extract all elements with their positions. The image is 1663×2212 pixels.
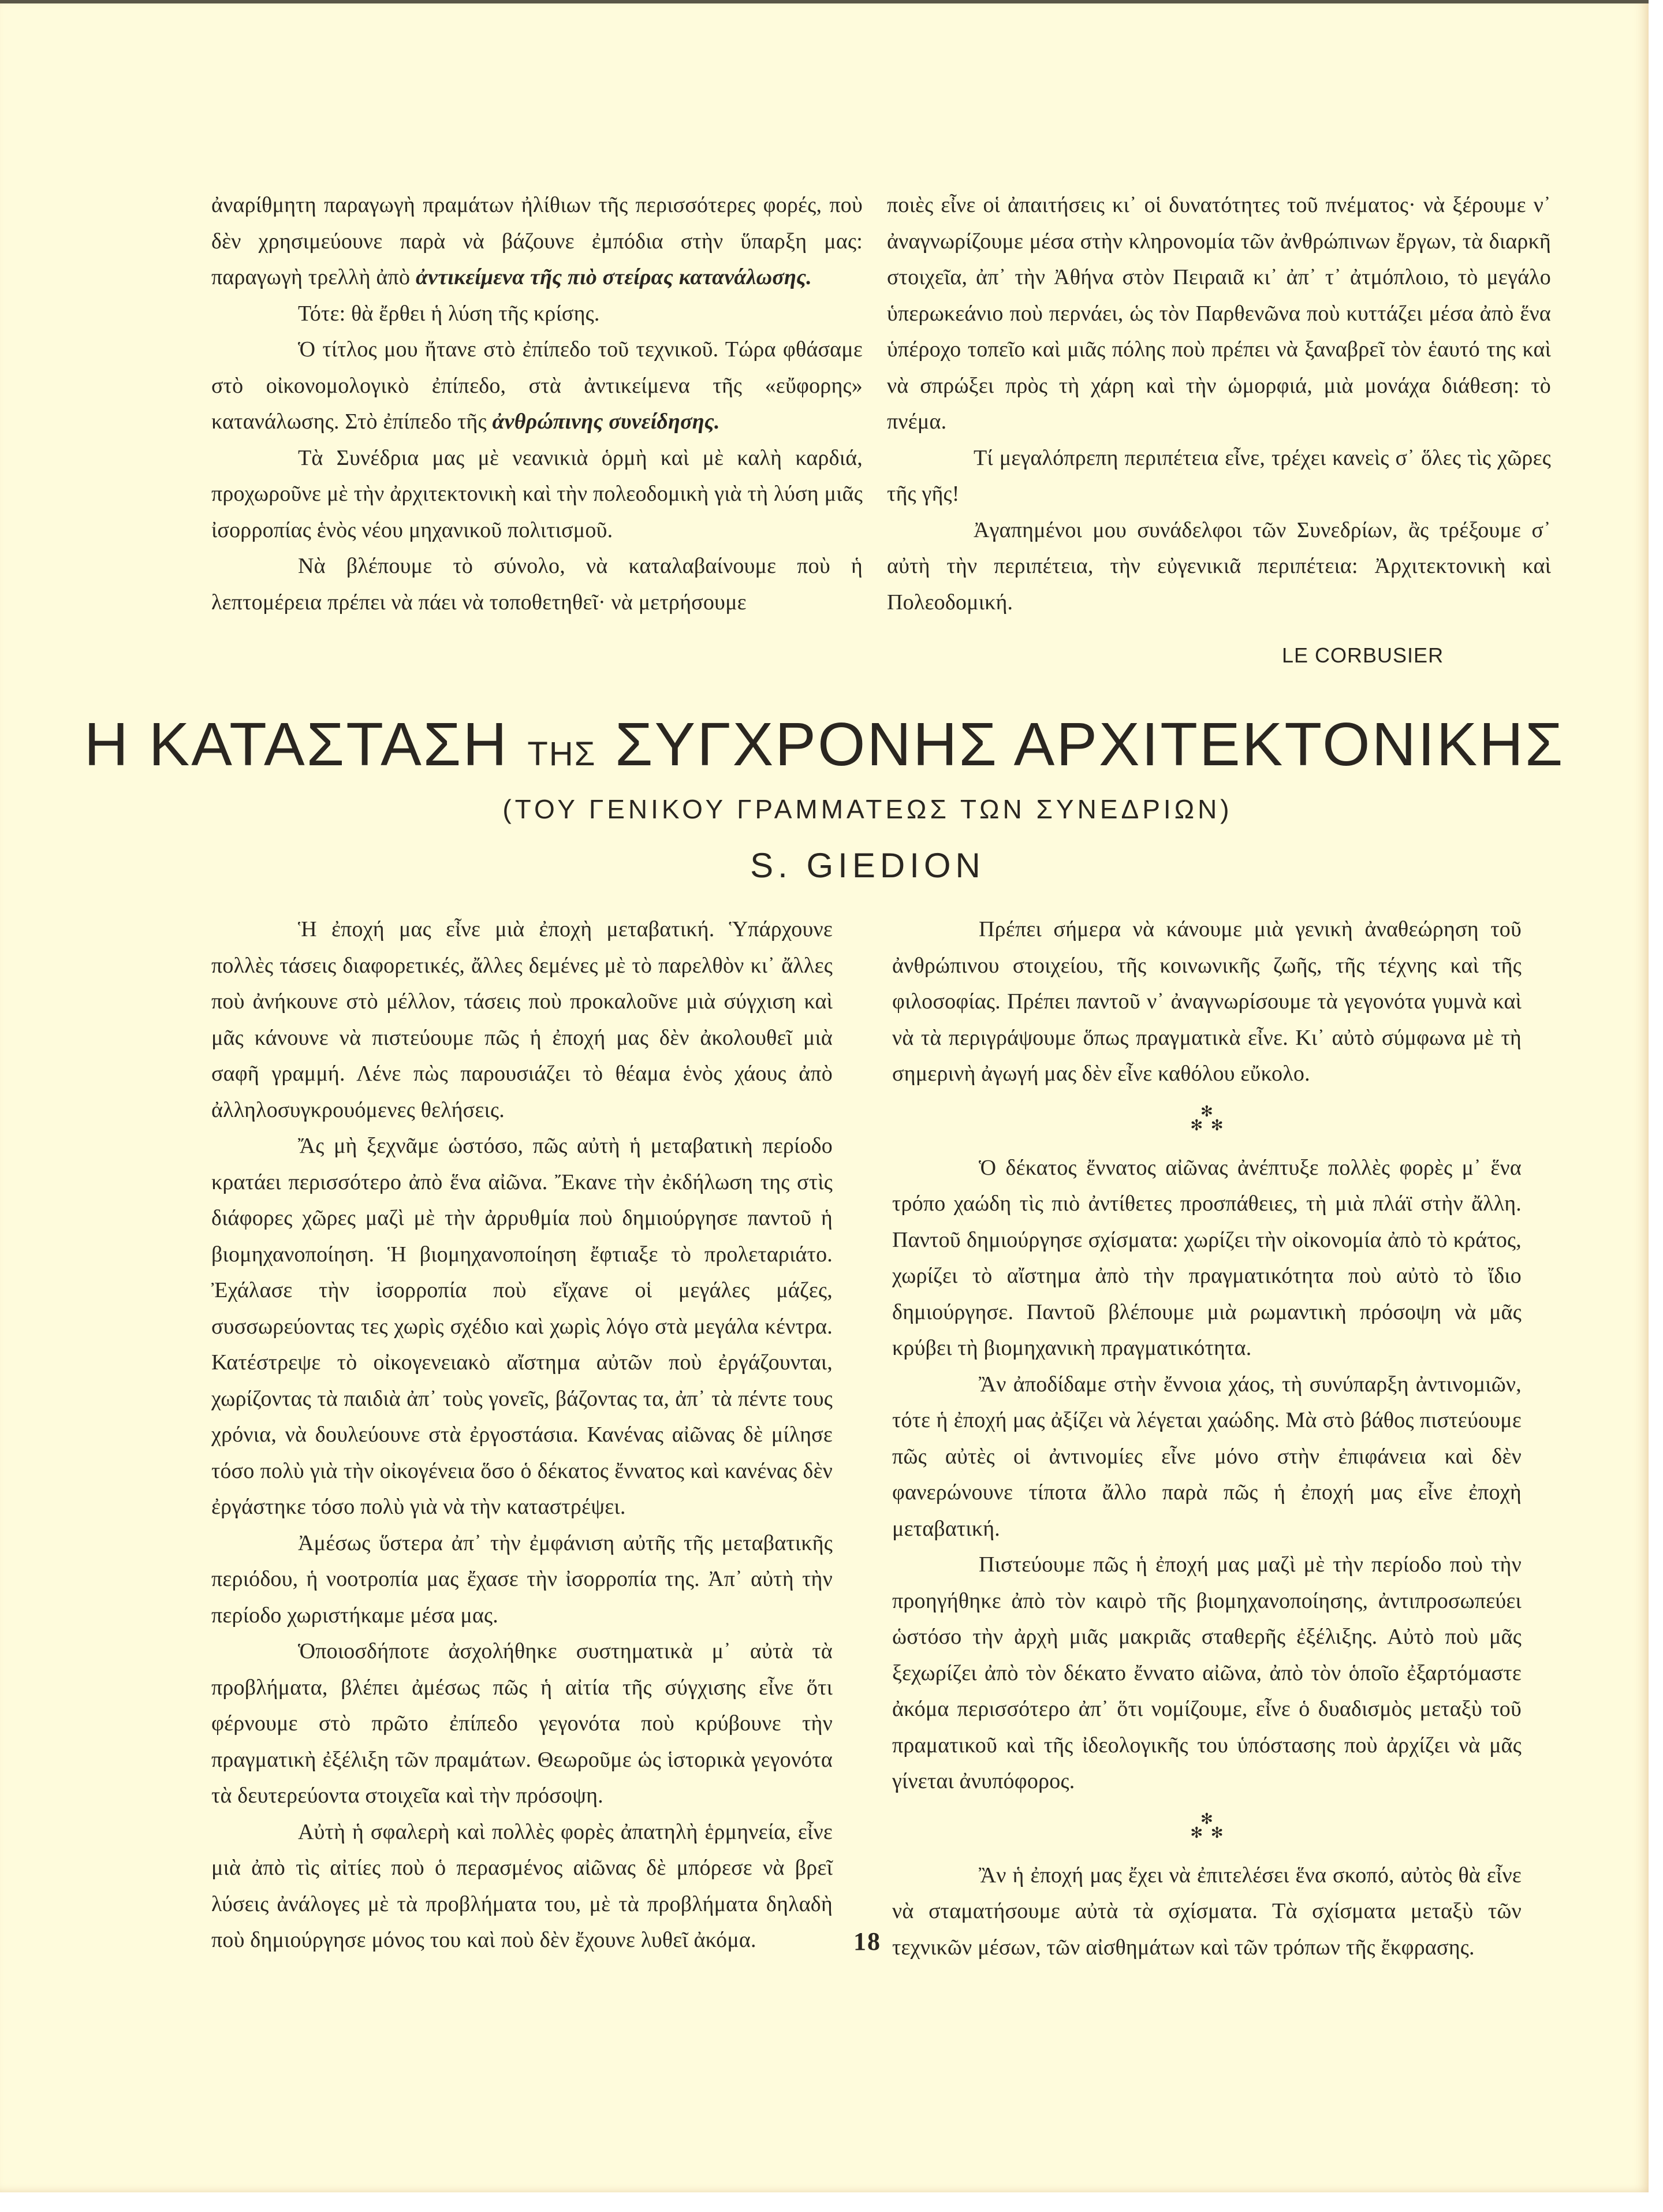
section-separator-asterism xyxy=(892,1092,1522,1150)
paragraph-text: ἀναρίθμητη παραγωγὴ πραμάτων ἠλίθιων τῆς περισσότερες φορές, ποὺ δὲν χρησιμεύουνε παρὰ νὰ βάζουνε ἐμπόδια στὴν ὕπαρξη μας: παραγωγὴ τρελλὴ ἀπὸ xyxy=(211,193,863,289)
paragraph: Ὁποιοσδήποτε ἀσχολήθηκε συστηματικὰ μ᾽ αὐτὰ τὰ προβλήματα, βλέπει ἀμέσως πῶς ἡ αἰτία τῆς σύγχισης εἶνε ὅτι φέρνουμε στὸ πρῶτο ἐπίπεδο γεγονότα ποὺ κρύβουνε τὴν πραγματικὴ ἐξέλιξη τῶν πραμάτων. Θεωροῦμε ὡς ἱστορικὰ γεγονότα τὰ δευτερεύοντα στοιχεῖα καὶ τὴν πρόσοψη. xyxy=(211,1639,833,1808)
article-title xyxy=(0,710,1649,786)
page-number: 18 xyxy=(853,1927,881,1956)
paragraph xyxy=(211,187,863,296)
paragraph: Ἡ ἐποχή μας εἶνε μιὰ ἐποχὴ μεταβατική. Ὑπάρχουνε πολλὲς τάσεις διαφορετικές, ἄλλες δεμένες μὲ τὸ παρελθὸν κι᾽ ἄλλες ποὺ ἀνήκουνε στὸ μέλλον, τάσεις ποὺ προκαλοῦνε μιὰ σύγχιση καὶ μᾶς κάνουνε νὰ πιστεύουμε πῶς ἡ ἐποχή μας δὲν ἀκολουθεῖ μιὰ σαφῆ γραμμή. Λένε πὼς παρουσιάζει τὸ θέαμα ἑνὸς χάους ἀπὸ ἀλληλοσυγκρουόμενες θελήσεις. xyxy=(211,917,833,1122)
asterisk-icon: ✻ xyxy=(1200,1103,1213,1120)
article-right-column xyxy=(892,911,1522,1965)
paragraph: Ἀγαπημένοι μου συνάδελφοι τῶν Συνεδρίων, ἂς τρέξουμε σ᾽ αὐτὴ τὴν περιπέτεια, τὴν εὐγενικιᾶ περιπέτεια: Ἀρχιτεκτονικὴ καὶ Πολεοδομική. xyxy=(887,517,1551,615)
paragraph: Τότε: θὰ ἔρθει ἡ λύση τῆς κρίσης. xyxy=(298,301,600,326)
paragraph: Ἂν ἡ ἐποχή μας ἔχει νὰ ἐπιτελέσει ἕνα σκοπό, αὐτὸς θὰ εἶνε νὰ σταματήσουμε αὐτὰ τὰ σχίσματα. Τὰ σχίσματα μεταξὺ τῶν τεχνικῶν μέσων, τῶν αἰσθημάτων καὶ τῶν τρόπων τῆς ἔκφρασης. xyxy=(892,1863,1522,1960)
paragraph: Ὁ δέκατος ἔννατος αἰῶνας ἀνέπτυξε πολλὲς φορὲς μ᾽ ἕνα τρόπο χαώδη τὶς πιὸ ἀντίθετες προσπάθειες, τὴ μιὰ πλάϊ στὴν ἄλλη. Παντοῦ δημιούργησε σχίσματα: χωρίζει τὴν οἰκονομία ἀπὸ τὸ κράτος, χωρίζει τὸ αἴστημα ἀπὸ τὴν πραγματικότητα ποὺ αὐτὸ τὸ ἴδιο δημιούργησε. Παντοῦ βλέπουμε μιὰ ρωμαντικὴ πρόσοψη νὰ μᾶς κρύβει τὴ βιομηχανικὴ πραγματικότητα. xyxy=(892,1155,1522,1360)
paragraph: Τί μεγαλόπρεπη περιπέτεια εἶνε, τρέχει κανεὶς σ᾽ ὅλες τὶς χῶρες τῆς γῆς! xyxy=(887,445,1551,506)
title-small-word: ΤΗΣ xyxy=(527,735,596,773)
section-separator-asterism xyxy=(892,1800,1522,1857)
prev-article-right-column xyxy=(887,187,1551,620)
article-subtitle: (ΤΟΥ ΓΕΝΙΚΟΥ ΓΡΑΜΜΑΤΕΩΣ ΤΩΝ ΣΥΝΕΔΡΙΩΝ) xyxy=(502,794,1233,824)
paragraph: Ἂν ἀποδίδαμε στὴν ἔννοια χάος, τὴ συνύπαρξη ἀντινομιῶν, τότε ἡ ἐποχή μας ἀξίζει νὰ λέγεται χαώδης. Μὰ στὸ βάθος πιστεύουμε πῶς αὐτὲς οἱ ἀντινομίες εἶνε μόνο στὴν ἐπιφάνεια καὶ δὲν φανερώνουνε τίποτα ἄλλο παρὰ πῶς ἡ ἐποχή μας εἶνε ἐποχὴ μεταβατική. xyxy=(892,1372,1522,1541)
paragraph: Πρέπει σήμερα νὰ κάνουμε μιὰ γενικὴ ἀναθεώρηση τοῦ ἀνθρώπινου στοιχείου, τῆς κοινωνικῆς ζωῆς, τῆς τέχνης καὶ τῆς φιλοσοφίας. Πρέπει παντοῦ ν᾽ ἀναγνωρίσουμε τὰ γεγονότα γυμνὰ καὶ νὰ τὰ περιγράψουμε ὅπως πραγματικὰ εἶνε. Κι᾽ αὐτὸ σύμφωνα μὲ τὴ σημερινὴ ἀγωγή μας δὲν εἶνε καθόλου εὔκολο. xyxy=(892,917,1522,1086)
paragraph: ποιὲς εἶνε οἱ ἀπαιτήσεις κι᾽ οἱ δυνατότητες τοῦ πνέματος· νὰ ξέρουμε ν᾽ ἀναγνωρίζουμε μέσα στὴν κληρονομία τῶν ἀνθρώπινων ἔργων, τὰ διαρκῆ στοιχεῖα, ἀπ᾽ τὴν Ἀθήνα στὸν Πειραιᾶ κι᾽ ἀπ᾽ τ᾽ ἀτμόπλοιο, τὸ μεγάλο ὑπερωκεάνιο ποὺ περνάει, ὡς τὸν Παρθενῶνα ποὺ κυττάζει μέσα ἀπὸ ἕνα ὑπέροχο τοπεῖο καὶ μιᾶς πόλης ποὺ πρέπει νὰ ξαναβρεῖ τὸν ἑαυτό της καὶ νὰ σπρώξει πρὸς τὴ χάρη καὶ τὴν ὡμορφιά, μιὰ μονάχα διάθεση: τὸ πνέμα. xyxy=(887,193,1551,434)
paragraph: Ἀμέσως ὕστερα ἀπ᾽ τὴν ἐμφάνιση αὐτῆς τῆς μεταβατικῆς περιόδου, ἡ νοοτροπία μας ἔχασε τὴν ἰσορροπία της. Ἀπ᾽ αὐτὴ τὴν περίοδο χωριστήκαμε μέσα μας. xyxy=(211,1530,833,1628)
paragraph: Αὐτὴ ἡ σφαλερὴ καὶ πολλὲς φορὲς ἀπατηλὴ ἑρμηνεία, εἶνε μιὰ ἀπὸ τὶς αἰτίες ποὺ ὁ περασμένος αἰῶνας δὲ μπόρεσε νὰ βρεῖ λύσεις ἀνάλογες μὲ τὰ προβλήματα του, μὲ τὰ προβλήματα δηλαδὴ ποὺ δημιούργησε μόνος του καὶ ποὺ δὲν ἔχουνε λυθεῖ ἀκόμα. xyxy=(211,1819,833,1952)
emphasis-text: ἀντικείμενα τῆς πιὸ στείρας κατανάλωσης. xyxy=(415,265,812,289)
asterisk-icon: ✻ ✻ xyxy=(1190,1824,1224,1841)
emphasis-text: ἀνθρώπινης συνείδησης. xyxy=(492,409,720,434)
paragraph xyxy=(211,332,863,440)
title-part-2: ΣΥΓΧΡΟΝΗΣ ΑΡΧΙΤΕΚΤΟΝΙΚΗΣ xyxy=(614,710,1565,779)
paragraph: Νὰ βλέπουμε τὸ σύνολο, νὰ καταλαβαίνουμε ποὺ ἡ λεπτομέρεια πρέπει νὰ πάει νὰ τοποθετηθεῖ· νὰ μετρήσουμε xyxy=(211,554,863,615)
asterisk-icon: ✻ xyxy=(1200,1810,1213,1827)
article-left-column xyxy=(211,911,833,1958)
article-author: S. GIEDION xyxy=(750,846,985,885)
asterisk-icon: ✻ ✻ xyxy=(1190,1116,1224,1134)
paragraph: Πιστεύουμε πῶς ἡ ἐποχή μας μαζὶ μὲ τὴν περίοδο ποὺ τὴν προηγήθηκε ἀπὸ τὸν καιρὸ τῆς βιομηχανοποίησης, ἀντιπροσωπεύει ὡστόσο τὴν ἀρχὴ μιᾶς μακριᾶς σταθερῆς ἐξέλιξης. Αὐτὸ ποὺ μᾶς ξεχωρίζει ἀπὸ τὸν δέκατο ἔννατο αἰῶνα, ἀπὸ τὸν ὁποῖο ἐξαρτόμαστε ἀκόμα περισσότερο ἀπ᾽ ὅτι νομίζουμε, εἶνε ὁ δυαδισμὸς μεταξὺ τοῦ πραματικοῦ καὶ τῆς ἰδεολογικῆς του ὑπόστασης ποὺ ἀρχίζει νὰ μᾶς γίνεται ἀνυπόφορος. xyxy=(892,1552,1522,1793)
paragraph-text: Ὁ τίτλος μου ἤτανε στὸ ἐπίπεδο τοῦ τεχνικοῦ. Τώρα φθάσαμε στὸ οἰκονομολογικὸ ἐπίπεδο, στὰ ἀντικείμενα τῆς «εὔφορης» κατανάλωσης. Στὸ ἐπίπεδο τῆς xyxy=(211,337,863,434)
signature-le-corbusier: LE CORBUSIER xyxy=(1282,643,1444,667)
paragraph: Ἄς μὴ ξεχνᾶμε ὡστόσο, πῶς αὐτὴ ἡ μεταβατικὴ περίοδο κρατάει περισσότερο ἀπὸ ἕνα αἰῶνα. Ἔκανε τὴν ἐκδήλωση της στὶς διάφορες χῶρες μαζὶ μὲ τὴν ἀρρυθμία ποὺ δημιούργησε παντοῦ ἡ βιομηχανοποίηση. Ἡ βιομηχανοποίηση ἔφτιαξε τὸ προλεταριάτο. Ἐχάλασε τὴν ἰσορροπία ποὺ εἴχανε οἱ μεγάλες μάζες, συσσωρεύοντας τες χωρὶς σχέδιο καὶ χωρὶς λόγο στὰ μεγάλα κέντρα. Κατέστρεψε τὸ οἰκογενειακὸ αἴστημα αὐτῶν ποὺ ἐργάζουνται, χωρίζοντας τὰ παιδιὰ ἀπ᾽ τοὺς γονεῖς, βάζοντας τα, ἀπ᾽ τὰ πέντε τους χρόνια, νὰ δουλεύουνε στὰ ἐργοστάσια. Κανένας αἰῶνας δὲ μίλησε τόσο πολὺ γιὰ τὴν οἰκογένεια ὅσο ὁ δέκατος ἔννατος καὶ κανένας δὲν ἐργάστηκε τόσο πολὺ γιὰ νὰ τὴν καταστρέψει. xyxy=(211,1134,833,1519)
title-part-1: Η ΚΑΤΑΣΤΑΣΗ xyxy=(84,710,509,779)
paragraph: Τὰ Συνέδρια μας μὲ νεανικιὰ ὁρμὴ καὶ μὲ καλὴ καρδιά, προχωροῦνε μὲ τὴν ἀρχιτεκτονικὴ καὶ τὴν πολεοδομικὴ γιὰ τὴ λύση μιᾶς ἰσορροπίας ἑνὸς νέου μηχανικοῦ πολιτισμοῦ. xyxy=(211,445,863,542)
prev-article-left-column xyxy=(211,187,863,620)
